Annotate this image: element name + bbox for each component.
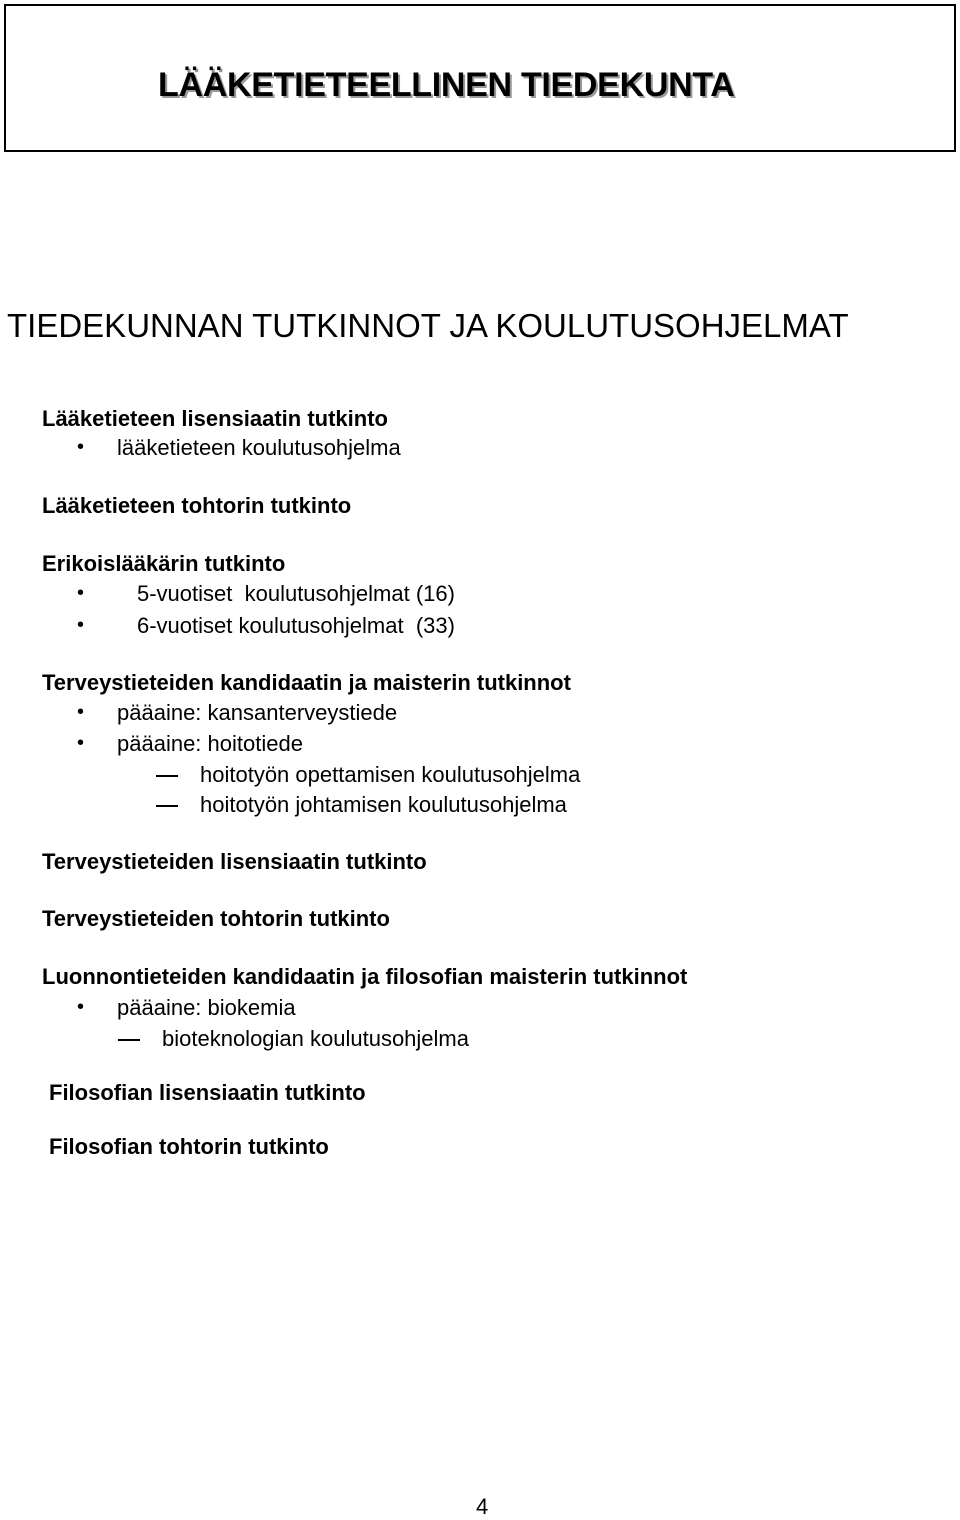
bullet-icon: • (77, 436, 85, 458)
dash-icon (156, 775, 178, 777)
bullet-icon: • (77, 701, 85, 723)
bullet-icon: • (77, 582, 85, 604)
bullet-icon: • (77, 732, 85, 754)
degree-item: pääaine: hoitotiede (117, 731, 303, 756)
section-subtitle: TIEDEKUNNAN TUTKINNOT JA KOULUTUSOHJELMAT (7, 307, 849, 344)
degree-subitem: hoitotyön johtamisen koulutusohjelma (200, 792, 567, 817)
degree-heading: Terveystieteiden kandidaatin ja maisterin tutkinnot (42, 670, 571, 695)
degree-item: 5-vuotiset koulutusohjelmat (16) (137, 581, 455, 606)
degree-heading: Terveystieteiden lisensiaatin tutkinto (42, 849, 427, 874)
dash-icon (118, 1039, 140, 1041)
degree-heading: Luonnontieteiden kandidaatin ja filosofian maisterin tutkinnot (42, 964, 688, 989)
degree-item: lääketieteen koulutusohjelma (117, 435, 401, 460)
degree-subitem: bioteknologian koulutusohjelma (162, 1026, 469, 1051)
bullet-icon: • (77, 614, 85, 636)
degree-heading: Erikoislääkärin tutkinto (42, 551, 286, 576)
page-number: 4 (476, 1494, 489, 1519)
degree-heading: Lääketieteen tohtorin tutkinto (42, 493, 352, 518)
degree-heading: Lääketieteen lisensiaatin tutkinto (42, 406, 388, 431)
degree-item: pääaine: kansanterveystiede (117, 700, 398, 725)
page-title: LÄÄKETIETEELLINEN TIEDEKUNTA (158, 66, 735, 104)
degree-item: 6-vuotiset koulutusohjelmat (33) (137, 613, 455, 638)
dash-icon (156, 805, 178, 807)
degree-item: pääaine: biokemia (117, 995, 296, 1020)
degree-subitem: hoitotyön opettamisen koulutusohjelma (200, 762, 581, 787)
bullet-icon: • (77, 996, 85, 1018)
degree-heading: Terveystieteiden tohtorin tutkinto (42, 906, 390, 931)
degree-heading: Filosofian lisensiaatin tutkinto (49, 1080, 366, 1105)
degree-heading: Filosofian tohtorin tutkinto (49, 1134, 329, 1159)
